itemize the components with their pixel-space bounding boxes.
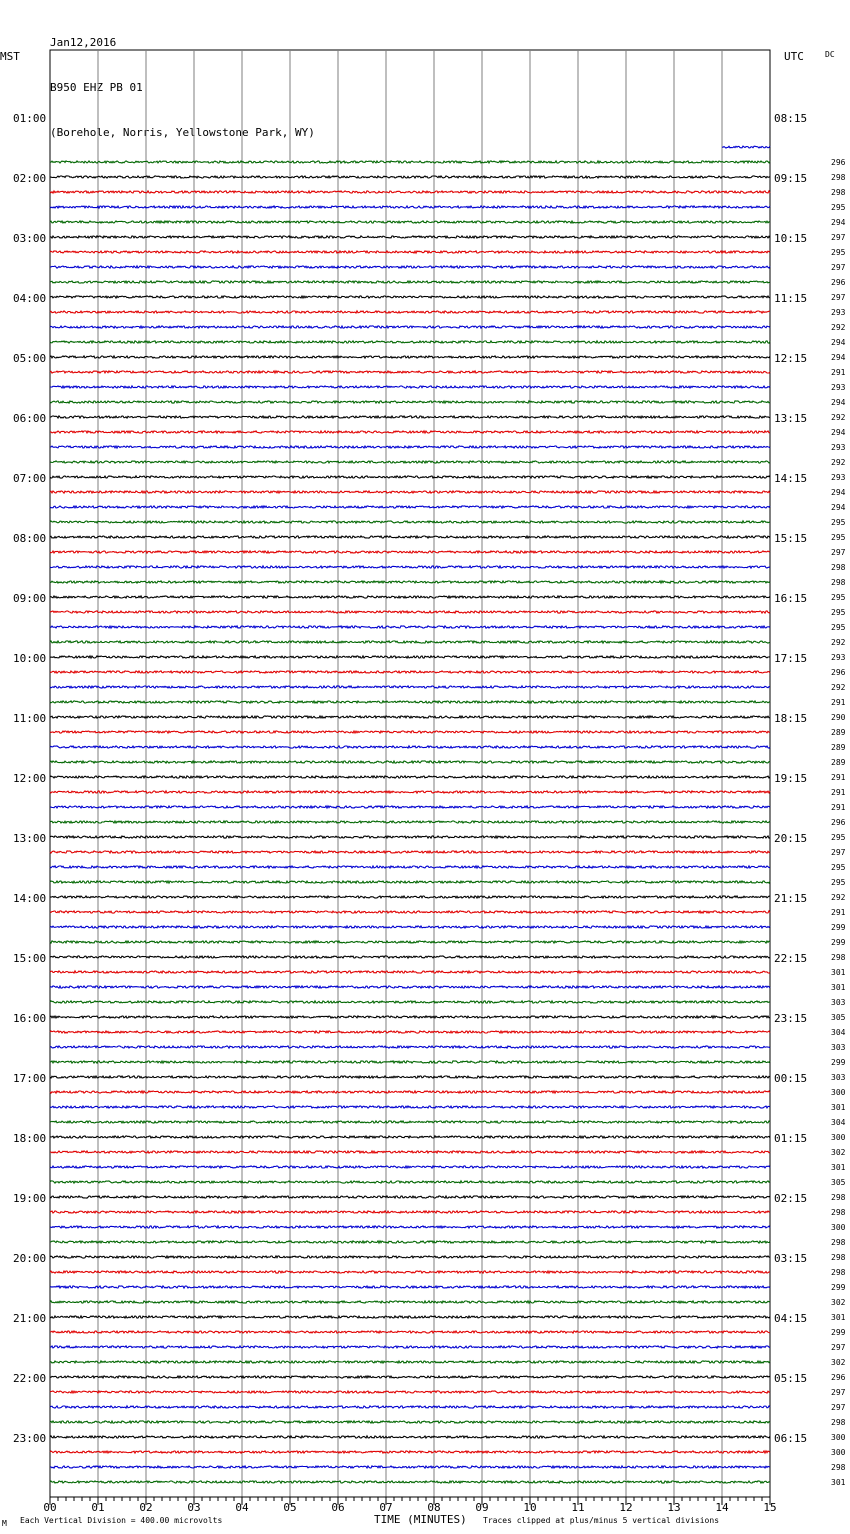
dc-value-label: 298	[831, 1268, 846, 1277]
seismic-trace	[50, 671, 770, 673]
seismic-trace	[50, 776, 770, 778]
seismic-trace	[50, 1406, 770, 1408]
mst-hour-label: 23:00	[13, 1432, 47, 1445]
seismic-trace	[50, 1436, 770, 1438]
utc-hour-label: 03:15	[774, 1252, 808, 1265]
dc-value-label: 299	[831, 1058, 846, 1067]
seismic-trace	[50, 1031, 770, 1033]
dc-value-label: 301	[831, 968, 846, 977]
seismic-trace	[50, 161, 770, 163]
dc-value-label: 301	[831, 1478, 846, 1487]
seismic-trace	[50, 1256, 770, 1258]
dc-value-label: 303	[831, 998, 846, 1007]
seismic-trace	[50, 1121, 770, 1123]
seismic-trace	[50, 761, 770, 763]
seismic-trace	[50, 326, 770, 328]
mst-hour-label: 02:00	[13, 172, 47, 185]
utc-hour-label: 04:15	[774, 1312, 808, 1325]
mst-hour-label: 14:00	[13, 892, 47, 905]
dc-value-label: 300	[831, 1133, 846, 1142]
seismic-trace	[50, 1361, 770, 1363]
dc-value-label: 289	[831, 728, 846, 737]
x-tick-label: 15	[763, 1501, 777, 1514]
dc-value-label: 295	[831, 863, 846, 872]
utc-hour-label: 17:15	[774, 652, 808, 665]
mst-hour-label: 13:00	[13, 832, 47, 845]
seismic-trace	[50, 1241, 770, 1243]
utc-hour-label: 11:15	[774, 292, 808, 305]
x-tick-label: 11	[571, 1501, 585, 1514]
dc-value-label: 292	[831, 413, 846, 422]
dc-value-label: 302	[831, 1358, 846, 1367]
seismic-trace	[50, 236, 770, 238]
seismic-trace	[50, 1166, 770, 1168]
seismic-trace	[50, 206, 770, 208]
dc-value-label: 295	[831, 623, 846, 632]
seismic-trace	[50, 1076, 770, 1078]
seismic-trace	[50, 416, 770, 418]
utc-hour-label: 18:15	[774, 712, 808, 725]
utc-hour-label: 09:15	[774, 172, 808, 185]
dc-value-label: 299	[831, 938, 846, 947]
dc-value-label: 291	[831, 698, 846, 707]
dc-value-label: 289	[831, 743, 846, 752]
dc-value-label: 292	[831, 893, 846, 902]
seismic-trace	[50, 956, 770, 958]
utc-hour-labels	[774, 112, 807, 1445]
dc-value-label: 294	[831, 338, 846, 347]
dc-value-label: 295	[831, 203, 846, 212]
seismic-trace	[50, 1271, 770, 1273]
dc-value-label: 303	[831, 1043, 846, 1052]
x-tick-label: 06	[331, 1501, 345, 1514]
seismic-trace	[50, 491, 770, 493]
seismic-trace	[50, 1091, 770, 1093]
dc-value-label: 292	[831, 458, 846, 467]
seismic-trace	[50, 596, 770, 598]
dc-value-label: 295	[831, 608, 846, 617]
utc-hour-label: 02:15	[774, 1192, 808, 1205]
dc-value-label: 296	[831, 818, 846, 827]
dc-value-label: 291	[831, 773, 846, 782]
seismic-trace	[50, 521, 770, 523]
clip-note: Traces clipped at plus/minus 5 vertical divisions	[483, 1516, 720, 1525]
dc-value-label: 293	[831, 443, 846, 452]
dc-value-label: 297	[831, 1343, 846, 1352]
dc-value-label: 297	[831, 263, 846, 272]
time-axis	[43, 1497, 776, 1514]
dc-value-label: 295	[831, 878, 846, 887]
dc-value-label: 299	[831, 923, 846, 932]
dc-value-label: 295	[831, 533, 846, 542]
seismic-trace	[50, 1181, 770, 1183]
seismic-trace	[50, 806, 770, 808]
x-tick-label: 09	[475, 1501, 489, 1514]
seismic-trace	[50, 311, 770, 313]
seismic-trace	[50, 836, 770, 838]
dc-value-label: 294	[831, 428, 846, 437]
dc-value-label: 303	[831, 1073, 846, 1082]
dc-header-label: DC	[825, 50, 835, 59]
x-tick-label: 14	[715, 1501, 729, 1514]
utc-hour-label: 21:15	[774, 892, 808, 905]
x-tick-label: 04	[235, 1501, 249, 1514]
seismic-trace	[50, 911, 770, 913]
dc-value-label: 295	[831, 833, 846, 842]
seismic-trace	[50, 1196, 770, 1198]
dc-value-label: 297	[831, 293, 846, 302]
mst-hour-label: 20:00	[13, 1252, 47, 1265]
dc-value-label: 301	[831, 1103, 846, 1112]
dc-value-label: 298	[831, 1208, 846, 1217]
seismic-trace	[50, 341, 770, 343]
seismic-trace	[50, 566, 770, 568]
seismic-trace	[50, 1286, 770, 1288]
dc-value-label: 291	[831, 788, 846, 797]
seismic-trace	[50, 1346, 770, 1348]
seismic-trace	[50, 176, 770, 178]
dc-value-label: 298	[831, 1463, 846, 1472]
dc-value-label: 297	[831, 848, 846, 857]
x-tick-label: 00	[43, 1501, 57, 1514]
dc-offset-labels	[831, 158, 846, 1487]
utc-hour-label: 20:15	[774, 832, 808, 845]
seismic-trace	[50, 476, 770, 478]
seismic-trace	[50, 1046, 770, 1048]
seismic-trace	[50, 1466, 770, 1468]
dc-value-label: 299	[831, 1283, 846, 1292]
station-code: B950 EHZ PB 01	[50, 81, 143, 94]
corner-mark: M	[2, 1519, 7, 1528]
dc-value-label: 291	[831, 803, 846, 812]
mst-hour-label: 10:00	[13, 652, 47, 665]
utc-hour-label: 15:15	[774, 532, 808, 545]
dc-value-label: 296	[831, 158, 846, 167]
utc-hour-label: 14:15	[774, 472, 808, 485]
utc-hour-label: 01:15	[774, 1132, 808, 1145]
dc-value-label: 292	[831, 323, 846, 332]
seismic-trace	[50, 701, 770, 703]
utc-hour-label: 10:15	[774, 232, 808, 245]
seismic-trace	[50, 266, 770, 268]
seismic-trace	[50, 716, 770, 718]
dc-value-label: 305	[831, 1013, 846, 1022]
mst-hour-label: 09:00	[13, 592, 47, 605]
seismic-trace	[50, 896, 770, 898]
seismic-trace	[50, 431, 770, 433]
utc-hour-label: 06:15	[774, 1432, 808, 1445]
seismic-trace	[50, 1211, 770, 1213]
seismic-trace	[50, 1106, 770, 1108]
dc-value-label: 298	[831, 188, 846, 197]
seismic-trace	[50, 611, 770, 613]
dc-value-label: 302	[831, 1148, 846, 1157]
dc-value-label: 291	[831, 368, 846, 377]
utc-hour-label: 22:15	[774, 952, 808, 965]
dc-value-label: 298	[831, 563, 846, 572]
seismic-trace	[50, 1316, 770, 1318]
seismic-trace	[50, 1301, 770, 1303]
seismic-trace	[50, 536, 770, 538]
dc-value-label: 294	[831, 218, 846, 227]
dc-value-label: 296	[831, 278, 846, 287]
mst-hour-label: 01:00	[13, 112, 47, 125]
dc-value-label: 295	[831, 593, 846, 602]
seismic-trace	[50, 746, 770, 748]
dc-value-label: 304	[831, 1028, 846, 1037]
x-tick-label: 07	[379, 1501, 393, 1514]
seismic-trace	[50, 926, 770, 928]
seismic-trace	[50, 941, 770, 943]
x-tick-label: 01	[91, 1501, 105, 1514]
seismic-trace	[50, 221, 770, 223]
dc-value-label: 301	[831, 983, 846, 992]
seismic-trace	[50, 281, 770, 283]
seismic-trace	[50, 356, 770, 358]
mst-hour-label: 06:00	[13, 412, 47, 425]
seismic-trace	[50, 1151, 770, 1153]
utc-hour-label: 08:15	[774, 112, 808, 125]
dc-value-label: 297	[831, 1403, 846, 1412]
mst-hour-label: 07:00	[13, 472, 47, 485]
seismic-trace	[50, 866, 770, 868]
station-location: (Borehole, Norris, Yellowstone Park, WY)	[50, 126, 315, 139]
dc-value-label: 294	[831, 353, 846, 362]
mst-hour-label: 11:00	[13, 712, 47, 725]
dc-value-label: 297	[831, 1388, 846, 1397]
mst-hour-label: 08:00	[13, 532, 47, 545]
dc-value-label: 305	[831, 1178, 846, 1187]
seismic-trace	[50, 371, 770, 373]
mst-hour-label: 21:00	[13, 1312, 47, 1325]
seismic-trace	[50, 446, 770, 448]
seismic-trace	[50, 1001, 770, 1003]
division-note: Each Vertical Division = 400.00 microvolts	[20, 1516, 223, 1525]
dc-value-label: 302	[831, 1298, 846, 1307]
utc-hour-label: 13:15	[774, 412, 808, 425]
mst-hour-label: 05:00	[13, 352, 47, 365]
seismic-trace	[50, 626, 770, 628]
x-tick-label: 13	[667, 1501, 681, 1514]
dc-value-label: 294	[831, 488, 846, 497]
x-tick-label: 08	[427, 1501, 441, 1514]
seismic-trace	[50, 686, 770, 688]
dc-value-label: 292	[831, 638, 846, 647]
seismic-trace	[50, 506, 770, 508]
utc-zone-label: UTC	[784, 50, 804, 63]
seismic-trace	[50, 581, 770, 583]
seismic-trace	[50, 731, 770, 733]
mst-hour-label: 22:00	[13, 1372, 47, 1385]
seismic-trace	[50, 1376, 770, 1378]
dc-value-label: 299	[831, 1328, 846, 1337]
dc-value-label: 292	[831, 683, 846, 692]
seismic-traces	[50, 146, 770, 1483]
seismic-trace	[50, 251, 770, 253]
dc-value-label: 293	[831, 653, 846, 662]
dc-value-label: 294	[831, 398, 846, 407]
seismic-trace	[50, 1331, 770, 1333]
seismic-trace	[50, 971, 770, 973]
utc-hour-label: 23:15	[774, 1012, 808, 1025]
seismic-trace	[722, 146, 770, 148]
dc-value-label: 293	[831, 308, 846, 317]
dc-value-label: 301	[831, 1313, 846, 1322]
mst-hour-label: 18:00	[13, 1132, 47, 1145]
x-axis-label: TIME (MINUTES)	[374, 1513, 467, 1526]
seismic-trace	[50, 641, 770, 643]
dc-value-label: 296	[831, 668, 846, 677]
mst-hour-label: 19:00	[13, 1192, 47, 1205]
dc-value-label: 301	[831, 1163, 846, 1172]
seismic-trace	[50, 1061, 770, 1063]
dc-value-label: 297	[831, 233, 846, 242]
dc-value-label: 300	[831, 1088, 846, 1097]
dc-value-label: 295	[831, 518, 846, 527]
chart-date: Jan12,2016	[50, 36, 117, 49]
dc-value-label: 298	[831, 578, 846, 587]
seismic-trace	[50, 296, 770, 298]
x-tick-label: 02	[139, 1501, 153, 1514]
dc-value-label: 295	[831, 248, 846, 257]
mst-hour-labels	[13, 112, 46, 1445]
dc-value-label: 298	[831, 1253, 846, 1262]
dc-value-label: 291	[831, 908, 846, 917]
seismic-trace	[50, 551, 770, 553]
dc-value-label: 289	[831, 758, 846, 767]
seismic-trace	[50, 401, 770, 403]
seismic-trace	[50, 881, 770, 883]
seismic-trace	[50, 1481, 770, 1483]
dc-value-label: 293	[831, 473, 846, 482]
utc-hour-label: 16:15	[774, 592, 808, 605]
mst-hour-label: 16:00	[13, 1012, 47, 1025]
seismic-trace	[50, 986, 770, 988]
dc-value-label: 298	[831, 953, 846, 962]
seismic-trace	[50, 1451, 770, 1453]
dc-value-label: 297	[831, 548, 846, 557]
mst-hour-label: 12:00	[13, 772, 47, 785]
dc-value-label: 298	[831, 1418, 846, 1427]
dc-value-label: 290	[831, 713, 846, 722]
utc-hour-label: 12:15	[774, 352, 808, 365]
utc-hour-label: 19:15	[774, 772, 808, 785]
x-tick-label: 05	[283, 1501, 297, 1514]
utc-hour-label: 00:15	[774, 1072, 808, 1085]
dc-value-label: 300	[831, 1223, 846, 1232]
seismic-trace	[50, 656, 770, 658]
mst-hour-label: 15:00	[13, 952, 47, 965]
seismic-trace	[50, 191, 770, 193]
dc-value-label: 296	[831, 1373, 846, 1382]
dc-value-label: 300	[831, 1433, 846, 1442]
dc-value-label: 304	[831, 1118, 846, 1127]
seismic-trace	[50, 461, 770, 463]
x-tick-label: 12	[619, 1501, 633, 1514]
mst-hour-label: 04:00	[13, 292, 47, 305]
seismic-trace	[50, 1136, 770, 1138]
seismic-trace	[50, 821, 770, 823]
seismic-trace	[50, 791, 770, 793]
x-tick-label: 03	[187, 1501, 201, 1514]
seismic-trace	[50, 1421, 770, 1423]
dc-value-label: 300	[831, 1448, 846, 1457]
dc-value-label: 294	[831, 503, 846, 512]
mst-hour-label: 03:00	[13, 232, 47, 245]
seismic-trace	[50, 1226, 770, 1228]
mst-hour-label: 17:00	[13, 1072, 47, 1085]
seismic-trace	[50, 851, 770, 853]
seismic-trace	[50, 1016, 770, 1018]
seismic-trace	[50, 386, 770, 388]
dc-value-label: 298	[831, 1193, 846, 1202]
mst-zone-label: MST	[0, 50, 20, 63]
seismic-trace	[50, 1391, 770, 1393]
dc-value-label: 293	[831, 383, 846, 392]
utc-hour-label: 05:15	[774, 1372, 808, 1385]
dc-value-label: 298	[831, 1238, 846, 1247]
x-tick-label: 10	[523, 1501, 537, 1514]
dc-value-label: 298	[831, 173, 846, 182]
